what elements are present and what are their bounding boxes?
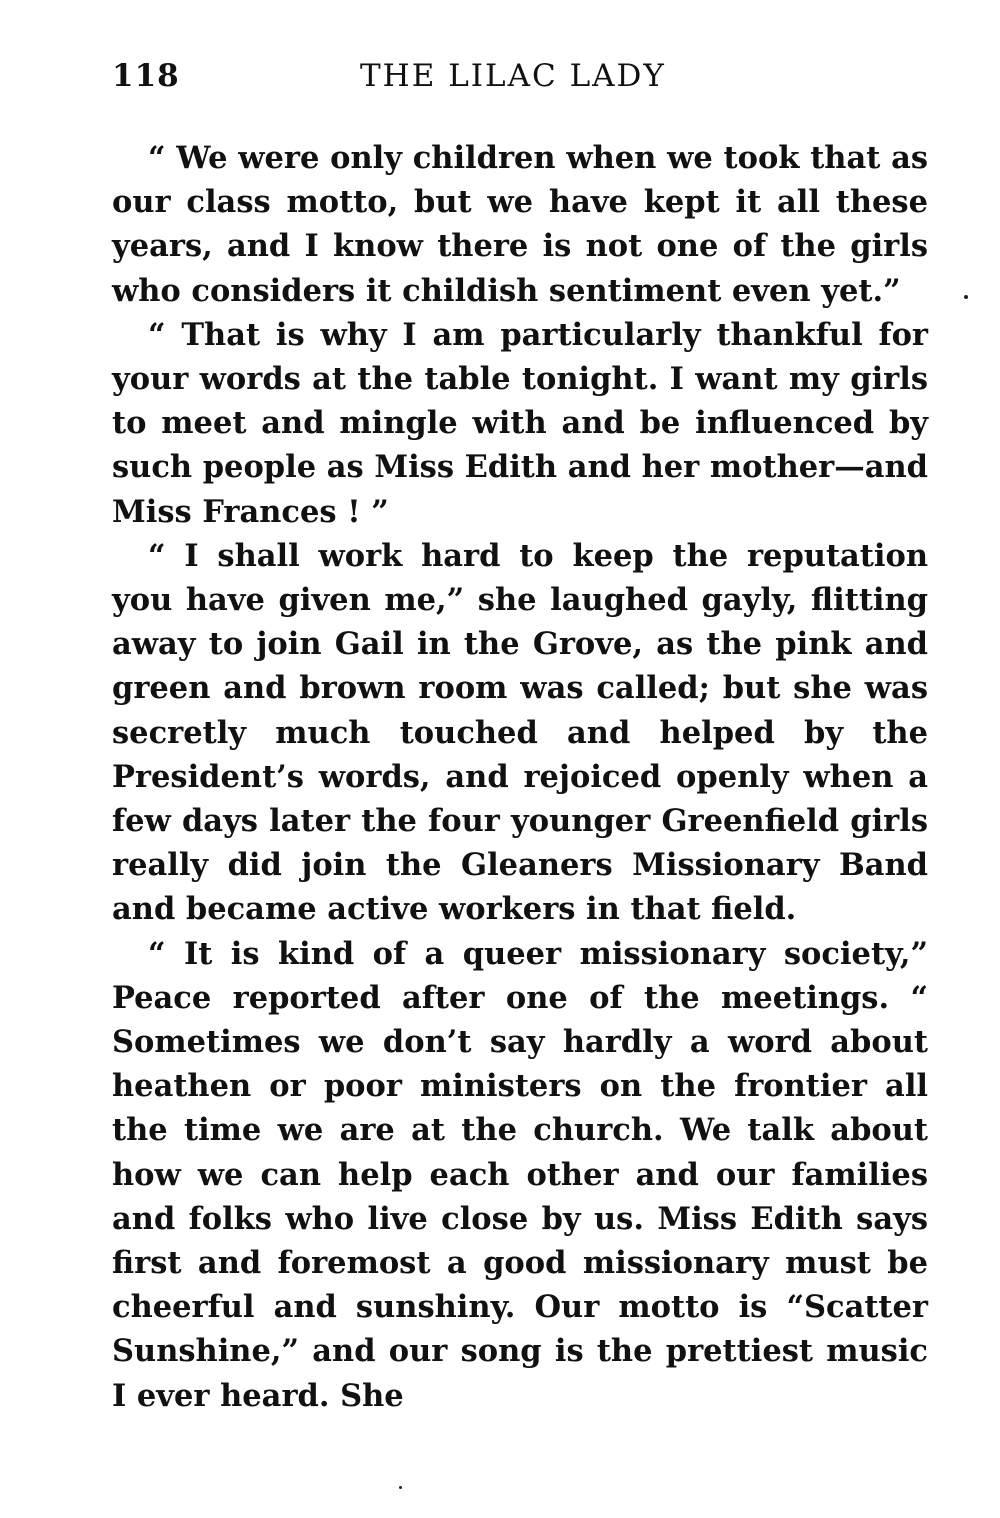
paragraph: “ We were only children when we took that as our class motto, but we have kept it all these years, and I know there is not one of the girls who considers it childish sentiment even yet.”	[112, 140, 928, 309]
body-text	[112, 136, 928, 1418]
print-speck	[964, 295, 968, 299]
page-header	[112, 58, 932, 102]
paragraph: “ That is why I am particularly thankful for your words at the table tonight. I want my girls to meet and mingle with and be influenced by such people as Miss Edith and her mother—and Miss Frances ! ”	[112, 316, 928, 530]
paragraph: “ It is kind of a queer missionary society,” Peace reported after one of the meetings. “ Sometimes we don’t say hardly a word about heathen or poor ministers on the frontier all the time we are at the church. We talk about how we can help each other and our families and folks who live close by us. Miss Edith says first and foremost a good missionary must be cheerful and sunshiny. Our motto is “Scatter Sunshine,” and our song is the prettiest music I ever heard. She	[112, 935, 928, 1414]
paragraph: “ I shall work hard to keep the reputation you have given me,” she laughed gayly, flitting away to join Gail in the Grove, as the pink and green and brown room was called; but she was secretly much touched and helped by the President’s words, and rejoiced openly when a few days later the four younger Greenfield girls really did join the Gleaners Missionary Band and became active workers in that field.	[112, 537, 928, 928]
print-speck	[399, 1486, 402, 1489]
page-number: 118	[112, 58, 180, 94]
running-title: THE LILAC LADY	[360, 58, 666, 94]
